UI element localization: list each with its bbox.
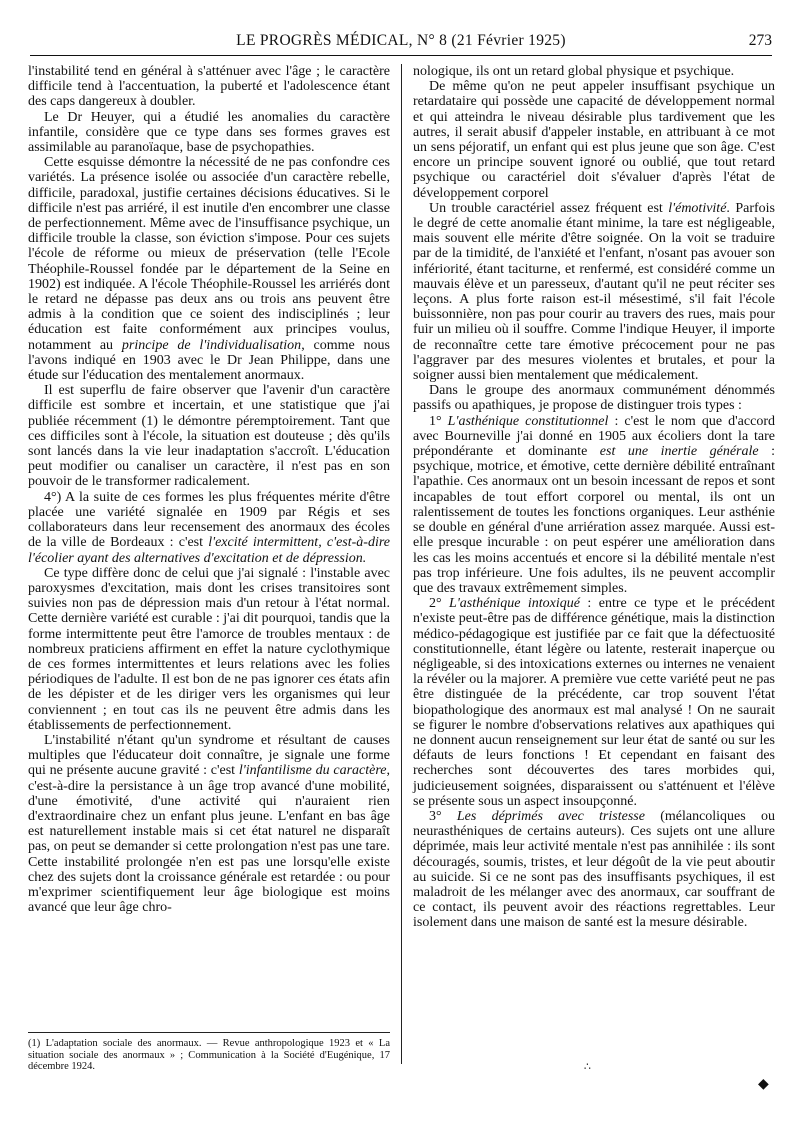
- italic-run: Les déprimés avec tristesse: [456, 808, 645, 824]
- text-run: Il est superflu de faire observer que l'avenir d'un caractère difficile est sombre et incertain, et une statistique que j'ai publiée récemment (1) le démontre péremptoirement. Tant que ces difficiles sont à l'école, la situation est douteuse ; dès qu'ils sont lancés dans la vie leur inadaptation s'accroît. L'éducation peut modifier ou canaliser un caractère, il n'est pas en son pouvoir de le transformer radicalement.: [28, 383, 390, 490]
- italic-run: l'émotivité: [668, 200, 727, 216]
- text-run: 4°) A la suite de ces formes les plus fréquentes mérite d'être placée une variété signalée en 1909 par Régis et ses collaborateurs dans leur recensement des anormaux des écoles de la ville de Bordeaux : c'est: [28, 489, 390, 551]
- paragraph: [28, 383, 390, 489]
- text-run: : c'est le nom que d'accord avec Bourneville j'ai donné en 1905 aux écoliers dont la tare prépondérante et dominante: [413, 413, 775, 460]
- footnote-rule: [28, 1032, 390, 1033]
- text-run: : psychique, motrice, et émotive, cette dernière débilité entraînant l'apathie. Ces anormaux ont un besoin incessant de repos et sont incapables de tout effort corporel ou mental, ils ont un ralentissement de toutes les fonctions organiques. Leur asthénie se double en général d'une arriération assez marquée. Aussi est-elle presque incurable : on peut espérer une amélioration dans les cas les moins accentués et encore si la débilité mentale n'est pas trop inférieure. Une fois adultes, ils ne peuvent accomplir que des travaux extrêmement simples.: [413, 444, 776, 596]
- text-run: L'instabilité n'étant qu'un syndrome et résultant de causes multiples que l'éducateur doit connaître, je signale une forme qui ne présente aucune gravité : c'est: [28, 732, 390, 779]
- paragraph: [413, 64, 775, 79]
- page-number: 273: [748, 32, 772, 49]
- paragraph: [413, 414, 775, 596]
- paragraph: [28, 64, 390, 110]
- paragraph: [413, 809, 775, 931]
- paragraph: [413, 383, 775, 413]
- text-run: Un trouble caractériel assez fréquent est: [429, 200, 669, 216]
- footnote: (1) L'adaptation sociale des anormaux. — Revue anthropologique 1923 et « La situation sociale des anormaux » ; Communication à la Société d'Eugénique, 17 décembre 1924.: [28, 1038, 390, 1072]
- text-run: Ce type diffère donc de celui que j'ai signalé : l'instable avec paroxysmes d'excitation, mais dont les crises transitoires sont suivies non pas de dépression mais d'un retour à l'état normal. Cette dernière variété est curable : j'ai dit pourquoi, tandis que la forme intermittente peut être l'amorce de troubles mentaux : de nombreux praticiens affirment en effet la nature cyclothymique de ces formes intermittentes et leurs relations avec les folies périodiques de l'adulte. Il est bon de ne pas ignorer ces états afin de les dépister et de les diriger vers les organismes qui leur conviennent ; en tout cas ils ne peuvent être admis dans les établissements de perfectionnement.: [28, 565, 390, 733]
- text-run: (mélancoliques ou neurasthéniques de certains auteurs). Ces sujets ont une allure déprimée, mais leur activité mentale n'est pas annihilée : ils sont découragés, soumis, tristes, et leur dégoût de la vie peut aboutir au suicide. Si ce ne sont pas des insuffisants psychiques, il est maladroit de les mélanger avec des anormaux, car souffrant de ce contact, ils peuvent avoir des réactions regrettables. Leur isolement dans une maison de santé est la mesure désirable.: [413, 808, 775, 931]
- text-run: Dans le groupe des anormaux communément dénommés passifs ou apathiques, je propose de distinguer trois types :: [413, 383, 775, 414]
- header-rule: [30, 55, 772, 56]
- italic-run: l'excité intermittent, c'est-à-dire l'écolier ayant des alternatives d'excitation et de dépression.: [28, 535, 390, 566]
- paragraph: [28, 155, 390, 383]
- text-run: 2°: [429, 596, 450, 612]
- column-divider: [401, 64, 402, 1064]
- running-header: [30, 32, 772, 52]
- italic-run: L'asthénique intoxiqué: [449, 596, 580, 612]
- text-run: , c'est-à-dire la persistance à un âge trop avancé d'une mobilité, d'une émotivité, d'une activité qui n'auraient rien d'extraordinaire chez un enfant plus jeune. L'enfant en bas âge est naturellement instable mais si cet état naturel ne disparaît pas, on peut se demander si cette prolongation n'est pas une tare. Cette instabilité prolongée n'en est pas une lorsqu'elle existe chez des sujets dont la croissance générale est retardée : ou pour m'exprimer scientifiquement leur âge biologique est moins avancé que leur âge chro-: [28, 763, 391, 916]
- text-run: Le Dr Heuyer, qui a étudié les anomalies du caractère infantile, considère que ce type dans ses formes graves est assimilable au paranoïaque, base de psychopathies.: [28, 109, 390, 156]
- italic-run: principe de l'individualisation: [121, 337, 302, 353]
- text-run: Cette esquisse démontre la nécessité de ne pas confondre ces variétés. La présence isolée ou associée d'un caractère rebelle, difficile, paradoxal, justifie certaines décisions éducatives. Si le difficile n'est pas arriéré, il est inutile d'en encombrer une classe de perfectionnement. Même avec de l'insuffisance psychique, un difficile trouble la classe, son éviction s'impose. Pour ces sujets l'école de réforme ou mieux de préservation (telle l'Ecole Théophile-Roussel fondée par le département de la Seine en 1902) est indiquée. A l'école Théophile-Roussel les arriérés dont le retard ne dépasse pas deux ans ou trois ans peuvent être admis à la condition que ce soient des indisciplinés ; leur éducation est faite conformément aux principes voulus, notamment au: [28, 155, 390, 353]
- left-column: [28, 64, 390, 915]
- text-run: . Parfois le degré de cette anomalie étant minime, la tare est négligeable, mais souvent elle mérite d'être soignée. On la voit se traduire par de la timidité, de l'anxiété et l'enfant, n'osant pas avouer son infériorité, étant taciturne, et renfermé, est considéré comme un mauvais élève et un paresseux, d'autant qu'il ne peut réciter ses leçons. A plus forte raison est-il mésestimé, s'il fait l'école buissonnière, non pas pour courir au travers des rues, mais pour fuir un milieu où il souffre. Comme l'indique Heuyer, il importe de reconnaître cette tare émotive précocement pour ne pas l'aggraver par des mesures violentes et brutales, et pour la soigner aussi bien mentalement que médicalement.: [413, 200, 775, 384]
- italic-run: l'infantilisme du caractère: [238, 763, 387, 779]
- text-run: nologique, ils ont un retard global physique et psychique.: [413, 64, 735, 79]
- section-ornament: ∴: [584, 1060, 591, 1073]
- text-run: l'instabilité tend en général à s'atténuer avec l'âge ; le caractère difficile tend à l'accentuation, la puberté et l'adolescence étant des caps dangereux à doubler.: [28, 64, 390, 110]
- paragraph: [413, 596, 775, 809]
- end-mark: ◆: [758, 1076, 769, 1092]
- text-run: , comme nous l'avons indiqué en 1903 avec le Dr Jean Philippe, dans une étude sur l'éducation des mentalement anormaux.: [28, 337, 391, 384]
- text-run: : entre ce type et le précédent n'existe peut-être pas de différence génétique, mais la distinction médico-pédagogique est justifiée par ce fait que la défectuosité constitutionnelle, étant légère ou latente, resterait inaperçue ou négligeable, si des intoxications externes ou internes ne venaient la révéler ou la majorer. A première vue cette variété peut ne pas être distinguée de la précédente, car trop souvent l'état biopathologique des anormaux est mal analysé ! On ne saurait se figurer le nombre d'observations relatives aux apathiques qui ne donnent aucun renseignement sur leur état de santé ou sur les défauts de leurs fonctions ! Et cependant en faisant des recherches sont découvertes des tares morbides qui, judicieusement soignées, disparaissent ou s'atténuent et l'élève se présente sous un aspect insoupçonné.: [413, 596, 775, 809]
- paragraph: [28, 490, 390, 566]
- paragraph: [413, 201, 775, 383]
- text-run: 3°: [429, 808, 457, 824]
- paragraph: [28, 566, 390, 733]
- paragraph: [28, 733, 390, 915]
- text-run: 1°: [429, 413, 448, 429]
- paragraph: [413, 79, 775, 201]
- italic-run: L'asthénique constitutionnel: [447, 413, 609, 429]
- paragraph: [28, 110, 390, 156]
- text-run: De même qu'on ne peut appeler insuffisant psychique un retardataire qui possède une capacité de développement normal et qui atteindra le niveau désirable plus tardivement que les autres, il serait abusif d'appeler instable, en attribuant à ce mot un sens péjoratif, un enfant qui est plus jeune que son âge. C'est encore un principe souvent ignoré ou oublié, que tout retard psychique ou caractériel doit s'évaluer d'après l'état de développement corporel: [413, 79, 775, 201]
- journal-title: LE PROGRÈS MÉDICAL, N° 8 (21 Février 1925): [236, 32, 566, 49]
- italic-run: est une inertie générale: [599, 444, 759, 460]
- right-column: [413, 64, 775, 931]
